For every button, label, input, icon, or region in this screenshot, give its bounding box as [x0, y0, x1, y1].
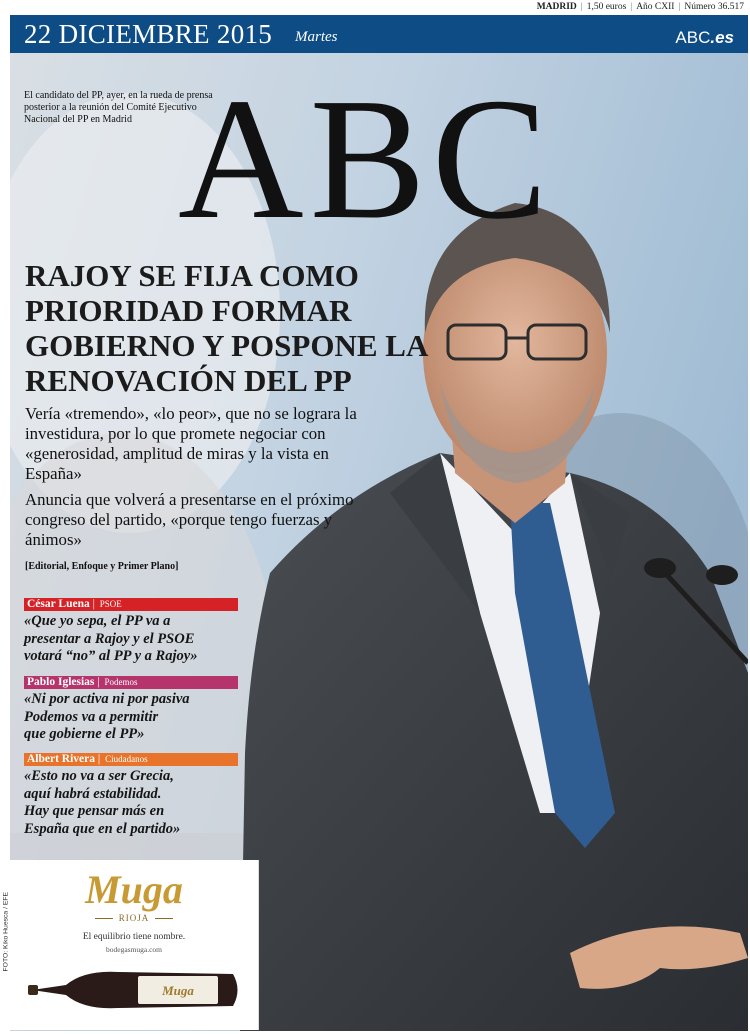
price: 1,50 euros [586, 2, 627, 12]
date-bar [10, 15, 748, 53]
ad-slogan: El equilibrio tiene nombre. [82, 932, 186, 942]
quote-text: «Esto no va a ser Grecia, aquí habrá estabilidad. Hay que pensar más en España que en el partido» [24, 768, 181, 837]
quote-rivera[interactable] [24, 753, 244, 838]
photo-caption: El candidato del PP, ayer, en la rueda de prensa posterior a la reunión del Comité Ejecutivo Nacional del PP en Madrid [24, 90, 213, 125]
quote-author-bar: Pablo Iglesias | Podemos [24, 676, 238, 689]
quote-author-bar: César Luena | PSOE [24, 598, 238, 611]
bottle-label-text: Muga [162, 983, 194, 998]
abc-logo: ABC [178, 62, 554, 255]
site-link[interactable]: ABC.es [675, 28, 734, 47]
quote-text: «Ni por activa ni por pasiva Podemos va a permitir que gobierne el PP» [24, 691, 190, 742]
date: 22 DICIEMBRE 2015 [24, 19, 273, 49]
ad-region: RIOJA [10, 913, 258, 923]
main-headline[interactable]: RAJOY SE FIJA COMO PRIORIDAD FORMAR GOBIERNO Y POSPONE LA RENOVACIÓN DEL PP [25, 258, 427, 398]
city: MADRID [536, 2, 577, 12]
issue-number: Número 36.517 [684, 2, 744, 12]
quote-luena[interactable] [24, 598, 244, 666]
wine-bottle-image [28, 960, 243, 1020]
ad-brand-logo: Muga [85, 867, 183, 912]
muga-advertisement[interactable] [10, 860, 259, 1030]
weekday: Martes [295, 29, 338, 45]
subheadline-2: Anuncia que volverá a presentarse en el próximo congreso del partido, «porque tengo fuerzas y ánimos» [25, 490, 354, 549]
ad-url[interactable]: bodegasmuga.com [105, 945, 163, 954]
quote-author-bar: Albert Rivera | Ciudadanos [24, 753, 238, 766]
year: Año CXII [636, 2, 675, 12]
section-reference: [Editorial, Enfoque y Primer Plano] [25, 561, 179, 572]
quote-iglesias[interactable] [24, 676, 244, 744]
quote-text: «Que yo sepa, el PP va a presentar a Rajoy y el PSOE votará “no” al PP y a Rajoy» [24, 613, 198, 664]
photo-credit: FOTO: Kiko Huesca / EFE [2, 891, 10, 972]
issue-info: MADRID | 1,50 euros | Año CXII | Número 36.517 [536, 2, 744, 12]
subheadline-1: Vería «tremendo», «lo peor», que no se lograra la investidura, por lo que promete negociar con «generosidad, amplitud de miras y la vista en España» [25, 404, 357, 483]
